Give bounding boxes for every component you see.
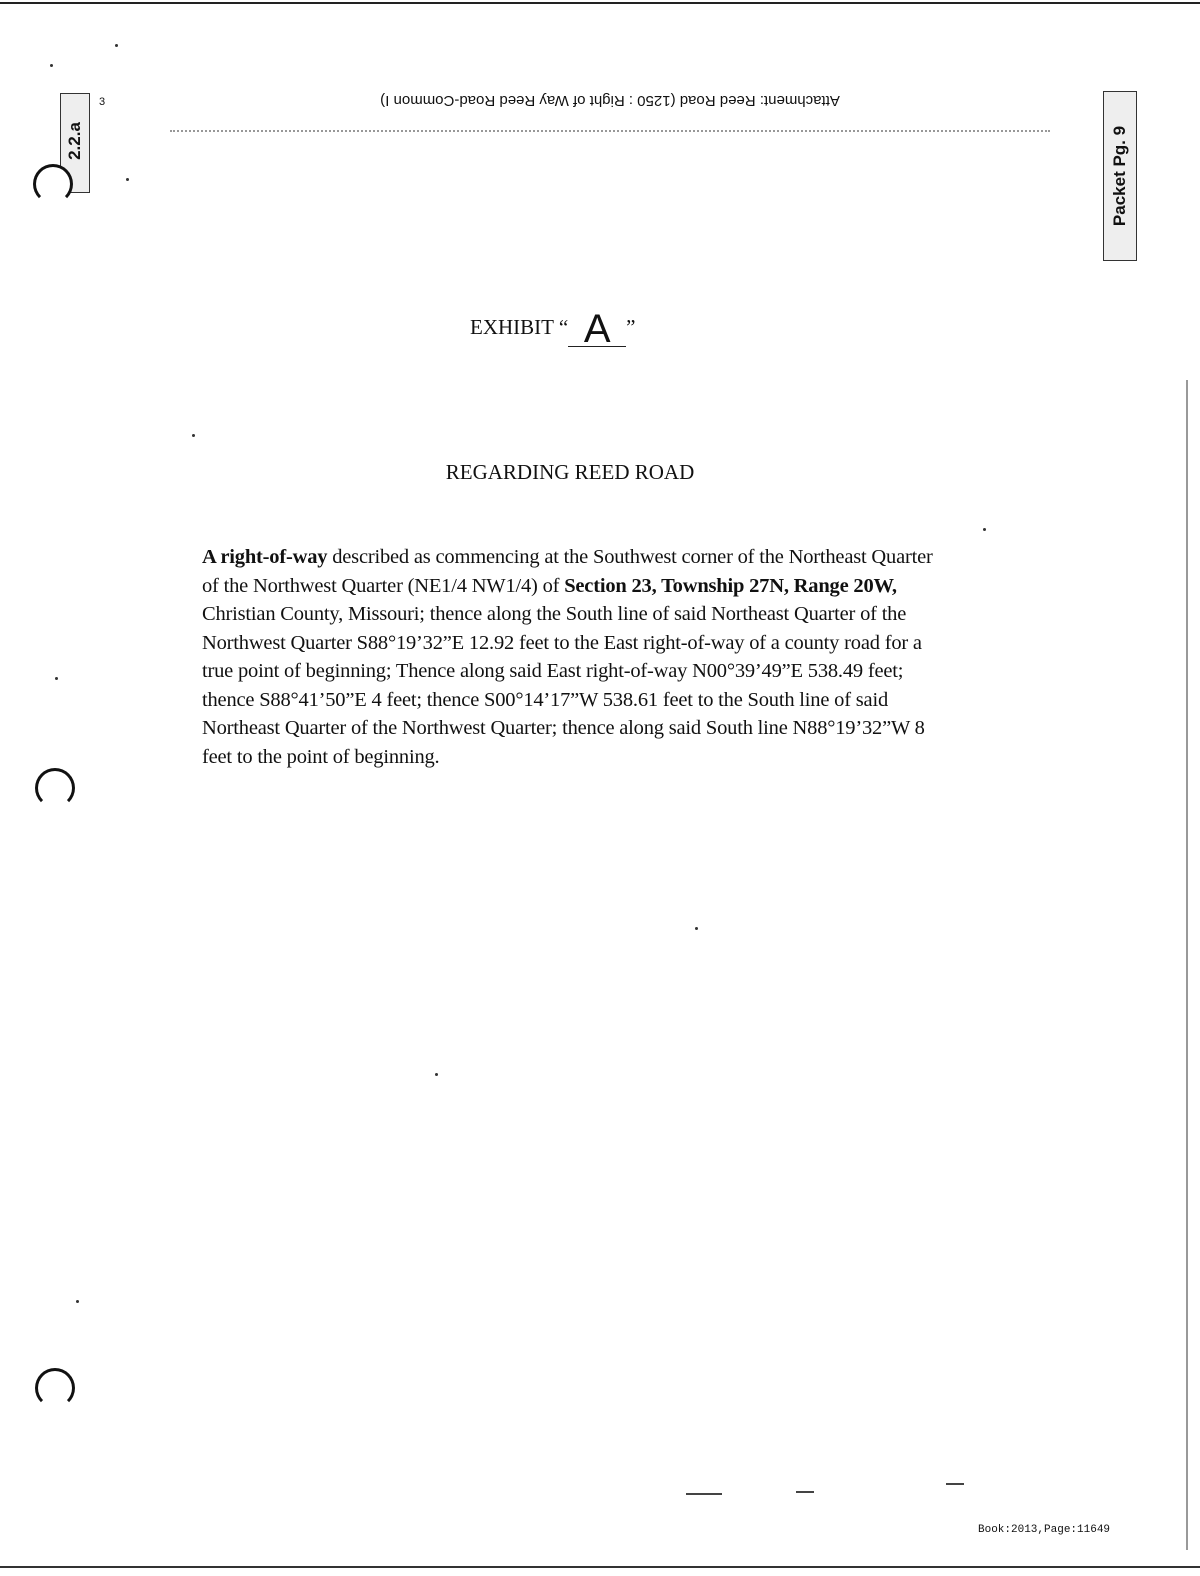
- scan-speck: [115, 44, 118, 47]
- packet-page-number: Packet Pg. 9: [1110, 125, 1129, 227]
- scan-speck: [983, 528, 986, 531]
- scan-dash: [946, 1483, 964, 1485]
- scan-dash: [796, 1491, 814, 1493]
- book-page-reference: Book:2013,Page:11649: [978, 1524, 1111, 1536]
- document-heading: REGARDING REED ROAD: [445, 460, 695, 484]
- exhibit-letter: A: [568, 312, 626, 347]
- scan-speck: [76, 1300, 79, 1303]
- exhibit-suffix: ”: [626, 315, 636, 339]
- description-text-2: Christian County, Missouri; thence along the South line of said Northeast Quarter of the Northwest Quarter S88°19’32”E 12.92 feet to the East right-of-way of a county road for a true point of beginning; Thence along said East right-of-way N00°39’49”E 538.49 feet; thence S88°41’50”E 4 feet; thence S00°14’17”W 538.61 feet to the South line of said Northeast Quarter of the Northwest Quarter; thence along said South line N88°19’32”W 8 feet to the point of beginning.: [202, 603, 925, 768]
- stamp-mark: 3: [99, 96, 106, 108]
- scan-speck: [695, 927, 698, 930]
- top-scan-border: [0, 2, 1200, 4]
- scan-speck: [55, 677, 58, 680]
- exhibit-prefix: EXHIBIT “: [470, 315, 569, 339]
- bottom-scan-border: [0, 1566, 1200, 1568]
- description-text-1: described as commencing at the Southwest corner of the Northeast Quarter of the Northwest Quarter (NE1/4 NW1/4) of: [202, 546, 933, 597]
- scan-speck: [126, 178, 129, 181]
- punch-hole-bottom: [35, 1368, 75, 1408]
- scan-speck: [50, 64, 53, 67]
- scan-dash: [686, 1493, 722, 1495]
- scan-speck: [435, 1073, 438, 1076]
- agenda-item-number: 2.2.a: [65, 122, 84, 160]
- scan-speck: [192, 434, 195, 437]
- description-bold-2: Section 23, Township 27N, Range 20W,: [564, 574, 897, 597]
- punch-hole-middle: [35, 768, 75, 808]
- description-bold-1: A right-of-way: [202, 546, 328, 568]
- punch-hole-top: [33, 164, 73, 204]
- scan-noise-line: [170, 130, 1050, 138]
- legal-description: [202, 543, 942, 771]
- right-scan-edge: [1186, 380, 1188, 1550]
- packet-page-stamp: [1103, 91, 1137, 261]
- attachment-header-upside-down: Attachment: Reed Road (1250 : Right of Way Reed Road-Common I): [380, 92, 840, 109]
- exhibit-title: [470, 307, 730, 351]
